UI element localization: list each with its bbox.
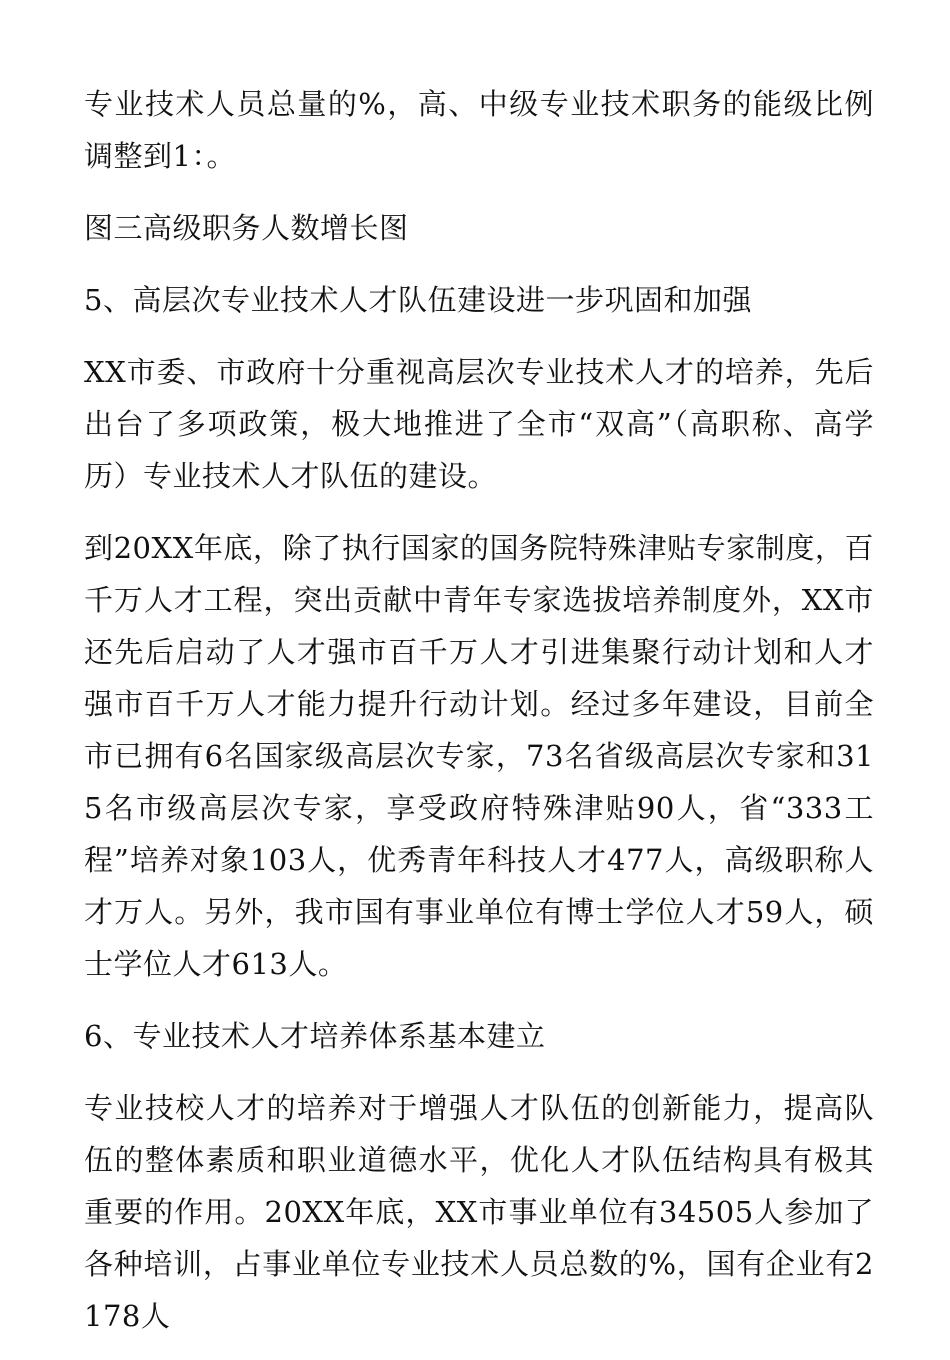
section-heading-6: 6、专业技术人才培养体系基本建立 <box>84 1019 546 1053</box>
document-page <box>84 78 874 1360</box>
section-heading-5: 5、高层次专业技术人才队伍建设进一步巩固和加强 <box>84 283 752 317</box>
paragraph-policy: XX市委、市政府十分重视高层次专业技术人才的培养，先后出台了多项政策，极大地推进了全市“双高”（高职称、高学历）专业技术人才队伍的建设。 <box>84 355 874 493</box>
paragraph-experts: 到20XX年底，除了执行国家的国务院特殊津贴专家制度，百千万人才工程，突出贡献中青年专家选拔培养制度外，XX市还先后启动了人才强市百千万人才引进集聚行动计划和人才强市百千万人才能力提升行动计划。经过多年建设，目前全市已拥有6名国家级高层次专家，73名省级高层次专家和315名市级高层次专家，享受政府特殊津贴90人，省“333工程”培养对象103人，优秀青年科技人才477人，高级职称人才万人。另外，我市国有事业单位有博士学位人才59人，硕士学位人才613人。 <box>84 531 874 981</box>
figure-caption: 图三高级职务人数增长图 <box>84 211 409 245</box>
paragraph-training: 专业技校人才的培养对于增强人才队伍的创新能力，提高队伍的整体素质和职业道德水平，优化人才队伍结构具有极其重要的作用。20XX年底，XX市事业单位有34505人参加了各种培训，占事业单位专业技术人员总数的%，国有企业有2178人 <box>84 1091 874 1333</box>
paragraph-staff-ratio: 专业技术人员总量的%，高、中级专业技术职务的能级比例调整到1：。 <box>84 87 874 173</box>
